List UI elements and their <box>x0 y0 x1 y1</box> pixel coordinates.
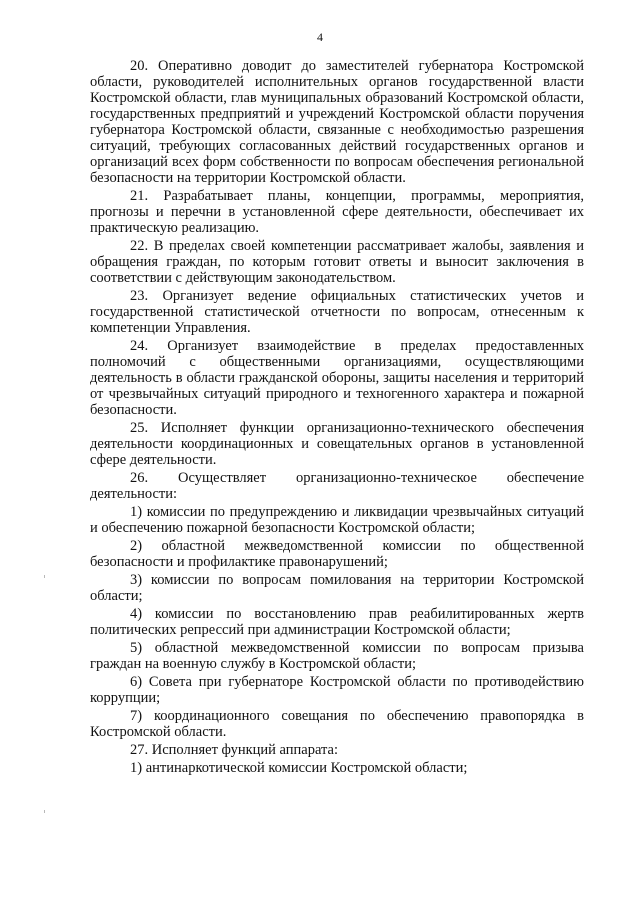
paragraph-27: 27. Исполняет функций аппарата: <box>130 742 339 758</box>
list-item-26-3: 3) комиссии по вопросам помилования на территории Костромской области; <box>90 572 584 604</box>
page-number: 4 <box>317 30 323 44</box>
list-item-26-7: 7) координационного совещания по обеспечению правопорядка в Костромской области. <box>90 708 584 740</box>
list-item-26-5: 5) областной межведомственной комиссии по вопросам призыва граждан на военную службу в Костромской области; <box>90 640 584 672</box>
paragraph-24: 24. Организует взаимодействие в пределах предоставленных полномочий с общественными организациями, осуществляющими деятельность в области гражданской обороны, защиты населения и территорий от чрезвычайных ситуаций природного и техногенного характера и пожарной безопасности. <box>90 338 584 418</box>
list-item-26-6: 6) Совета при губернаторе Костромской области по противодействию коррупции; <box>90 674 584 706</box>
paragraph-20: 20. Оперативно доводит до заместителей губернатора Костромской области, руководителей исполнительных органов государственной власти Костромской области, глав муниципальных образований Костромской области, государственных предприятий и учреждений Костромской области поручения губернатора Костромской области, связанные с необходимостью разрешения ситуаций, требующих согласованных действий государственных органов и организаций всех форм собственности по вопросам обеспечения региональной безопасности на территории Костромской области. <box>90 58 584 186</box>
list-item-27-1: 1) антинаркотической комиссии Костромской области; <box>130 760 468 776</box>
list-item-26-1: 1) комиссии по предупреждению и ликвидации чрезвычайных ситуаций и обеспечению пожарной безопасности Костромской области; <box>90 504 584 536</box>
list-item-26-2: 2) областной межведомственной комиссии по общественной безопасности и профилактике правонарушений; <box>90 538 584 570</box>
list-item-26-4: 4) комиссии по восстановлению прав реабилитированных жертв политических репрессий при администрации Костромской области; <box>90 606 584 638</box>
document-body <box>90 58 584 776</box>
paragraph-23: 23. Организует ведение официальных статистических учетов и государственной статистической отчетности по вопросам, отнесенным к компетенции Управления. <box>90 288 584 336</box>
paragraph-21: 21. Разрабатывает планы, концепции, программы, мероприятия, прогнозы и перечни в установленной сфере деятельности, обеспечивает их практическую реализацию. <box>90 188 584 236</box>
paragraph-22: 22. В пределах своей компетенции рассматривает жалобы, заявления и обращения граждан, по которым готовит ответы и выносит заключения в соответствии с действующим законодательством. <box>90 238 584 286</box>
scan-artifact-mark <box>44 810 45 813</box>
scan-artifact-mark <box>44 575 45 578</box>
paragraph-26: 26. Осуществляет организационно-техническое обеспечение деятельности: <box>90 470 584 502</box>
paragraph-25: 25. Исполняет функции организационно-технического обеспечения деятельности координационных и совещательных органов в установленной сфере деятельности. <box>90 420 584 468</box>
